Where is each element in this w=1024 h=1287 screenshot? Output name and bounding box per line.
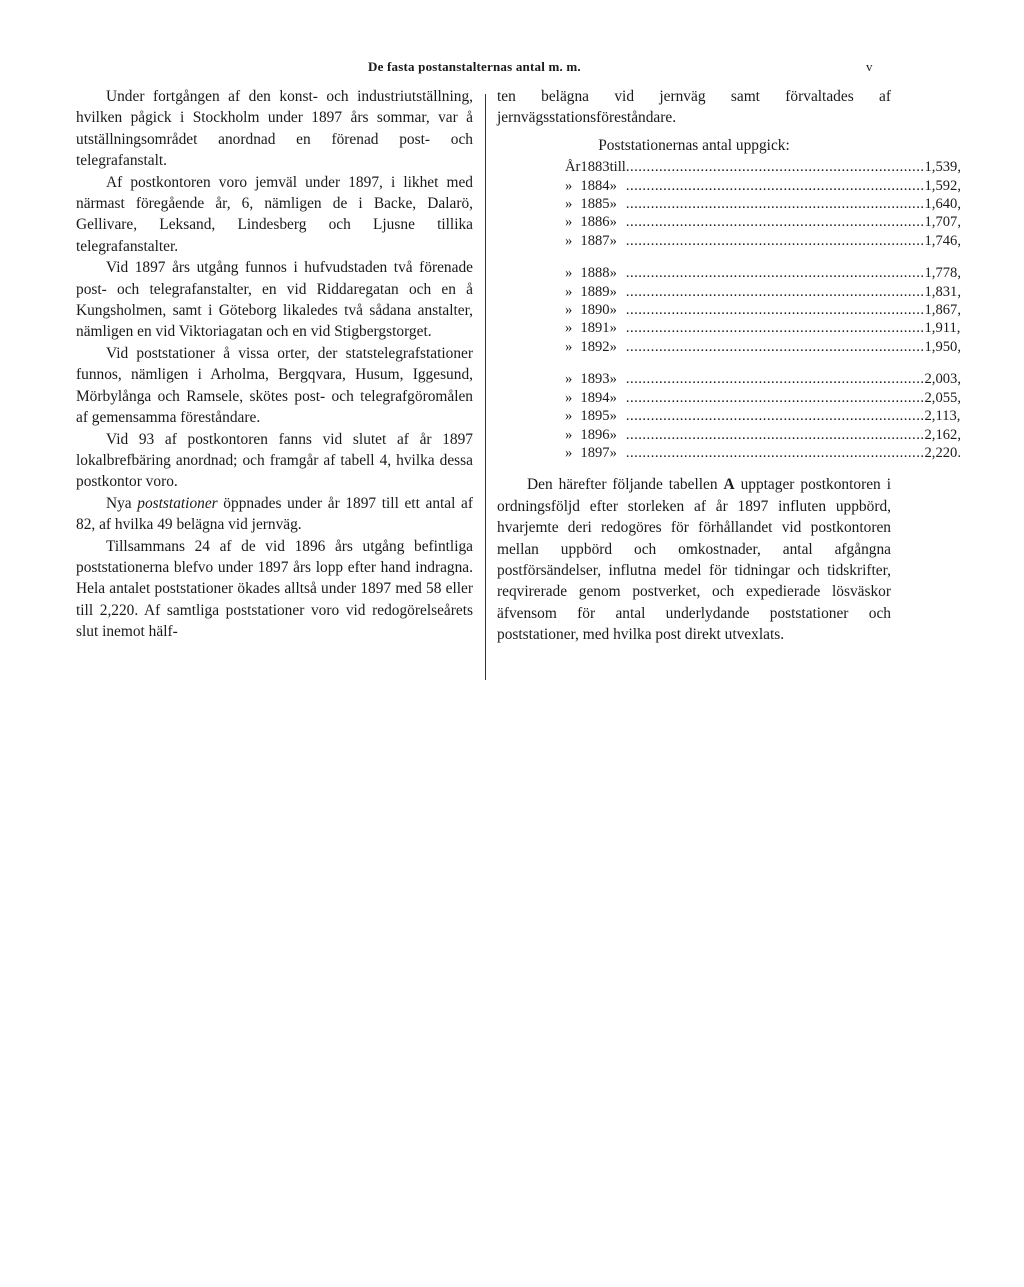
year-cell: 1892 xyxy=(580,338,610,355)
year-suffix: » xyxy=(609,214,617,231)
year-suffix: » xyxy=(609,265,617,282)
year-cell: 1885 xyxy=(580,196,610,213)
table-reference: A xyxy=(723,476,735,494)
paragraph-new-stations: Nya poststationer öppnades under år 1897 till ett antal af 82, af hvilka 49 belägna vid jernväg. xyxy=(76,494,473,534)
paragraph-capital-offices: Vid 1897 års utgång funnos i hufvudstaden två förenade post- och telegrafanstalter, en vid Riddaregatan och en å Kungsholmen, samt i Göteborg likaledes två sådana anstalter, nämligen en vid Viktoriagatan och en vid Stigbergstorget. xyxy=(76,259,473,341)
year-suffix: » xyxy=(609,196,617,213)
value-cell: 1,640, xyxy=(924,196,961,213)
dot-leader: ........................................................................ xyxy=(625,444,925,461)
year-prefix: » xyxy=(565,426,573,443)
value-cell: 2,003, xyxy=(924,371,961,388)
value-cell: 1,539, xyxy=(924,159,961,176)
year-prefix: » xyxy=(565,444,573,461)
year-suffix: » xyxy=(609,302,617,319)
table-row xyxy=(565,370,961,388)
table-row xyxy=(565,283,961,301)
paragraph-closed-stations: Tillsammans 24 af de vid 1896 års utgång befintliga poststationerna blefvo under 1897 års lopp efter hand indragna. Hela antalet poststationer ökades alltså under 1897 med 58 eller till 2,220. Af samtliga poststationer voro vid redogörelseårets slut inemot hälf- xyxy=(76,537,473,641)
dot-leader: ........................................................................ xyxy=(625,389,925,406)
dot-leader: ........................................................................ xyxy=(625,302,925,319)
table-row xyxy=(565,195,961,213)
year-cell: 1897 xyxy=(580,444,610,461)
dot-leader: ........................................................................ xyxy=(625,408,925,425)
value-cell: 1,950, xyxy=(924,338,961,355)
year-prefix: » xyxy=(565,389,573,406)
year-prefix: » xyxy=(565,302,573,319)
year-prefix: » xyxy=(565,338,573,355)
table-row xyxy=(565,338,961,356)
dot-leader: ........................................................................ xyxy=(625,159,925,176)
dot-leader: ........................................................................ xyxy=(625,426,925,443)
year-suffix: » xyxy=(609,426,617,443)
year-prefix: » xyxy=(565,371,573,388)
year-cell: 1887 xyxy=(580,232,610,249)
year-suffix: » xyxy=(609,338,617,355)
table-row xyxy=(565,177,961,195)
table-row xyxy=(565,319,961,337)
paragraph-telegraph-offices: Af postkontoren voro jemväl under 1897, i likhet med närmast föregående år, 6, nämligen de i Backe, Dalarö, Gellivare, Leksand, Lindesberg och Ljusne tillika telegrafanstalter. xyxy=(76,173,473,255)
table-row xyxy=(565,158,961,176)
year-prefix: » xyxy=(565,177,573,194)
year-cell: 1889 xyxy=(580,283,610,300)
value-cell: 1,911, xyxy=(924,320,961,337)
paragraph-local-delivery: Vid 93 af postkontoren fanns vid slutet af år 1897 lokalbrefbäring anordnad; och framgår af tabell 4, hvilka dessa postkontor voro. xyxy=(76,430,473,491)
paragraph-continuation: ten belägna vid jernväg samt förvaltades af jernvägsstationsföreståndare. xyxy=(497,88,891,127)
dot-leader: ........................................................................ xyxy=(625,232,925,249)
table-row xyxy=(565,213,961,231)
value-cell: 1,831, xyxy=(924,283,961,300)
year-cell: 1891 xyxy=(580,320,610,337)
year-cell: 1896 xyxy=(580,426,610,443)
year-prefix: » xyxy=(565,320,573,337)
year-suffix: » xyxy=(609,177,617,194)
column-divider xyxy=(485,94,486,680)
year-suffix: » xyxy=(609,444,617,461)
dot-leader: ........................................................................ xyxy=(625,338,925,355)
left-column xyxy=(76,86,473,643)
year-cell: 1883 xyxy=(580,159,610,176)
year-suffix: till xyxy=(609,159,626,176)
year-cell: 1888 xyxy=(580,265,610,282)
table-row xyxy=(565,426,961,444)
dot-leader: ........................................................................ xyxy=(625,177,925,194)
station-count-table xyxy=(565,158,961,462)
value-cell: 1,778, xyxy=(924,265,961,282)
dot-leader: ........................................................................ xyxy=(625,214,925,231)
year-prefix: » xyxy=(565,232,573,249)
value-cell: 2,162, xyxy=(924,426,961,443)
paragraph-shared-managers: Vid poststationer å vissa orter, der statstelegrafstationer funnos, nämligen i Arholma, Bergqvara, Husum, Iggesund, Mörbylånga och Ramsele, skötes post- och telegrafgöromålen af gemensamma föreståndare. xyxy=(76,344,473,427)
year-cell: 1894 xyxy=(580,389,610,406)
stats-heading: Poststationernas antal uppgick: xyxy=(598,136,790,154)
paragraph-table-a-description: Den härefter följande tabellen A upptager postkontoren i ordningsföljd efter storleken af år 1897 influten uppbörd, hvarjemte deri redogöres för förhållandet vid postkontoren mellan uppbörd och omkostnader, antal afgångna postförsändelser, influtna medel för tidningar och tidskrifter, reqvirerade genom postverket, och expedierade lösväskor äfvensom för antal underlydande poststationer och poststationer, med hvilka post direkt utvexlats. xyxy=(497,476,891,644)
year-suffix: » xyxy=(609,371,617,388)
dot-leader: ........................................................................ xyxy=(625,265,925,282)
year-suffix: » xyxy=(609,232,617,249)
year-prefix: » xyxy=(565,265,573,282)
year-prefix: » xyxy=(565,283,573,300)
dot-leader: ........................................................................ xyxy=(625,196,925,213)
dot-leader: ........................................................................ xyxy=(625,371,925,388)
table-group-gap xyxy=(565,250,961,264)
value-cell: 1,746, xyxy=(924,232,961,249)
value-cell: 2,220. xyxy=(924,444,961,461)
year-cell: 1895 xyxy=(580,408,610,425)
year-prefix: » xyxy=(565,214,573,231)
table-group-gap xyxy=(565,356,961,370)
year-prefix: » xyxy=(565,408,573,425)
year-suffix: » xyxy=(609,408,617,425)
year-cell: 1893 xyxy=(580,371,610,388)
table-row xyxy=(565,407,961,425)
year-prefix: » xyxy=(565,196,573,213)
paragraph-exhibition: Under fortgången af den konst- och industriutställning, hvilken pågick i Stockholm under 1897 års sommar, var å utställningsområdet anordnad en förenad post- och telegrafanstalt. xyxy=(76,88,473,170)
dot-leader: ........................................................................ xyxy=(625,320,925,337)
year-cell: 1886 xyxy=(580,214,610,231)
page-number: v xyxy=(866,59,873,74)
year-suffix: » xyxy=(609,320,617,337)
table-row xyxy=(565,232,961,250)
year-cell: 1884 xyxy=(580,177,610,194)
italic-term: poststationer xyxy=(137,494,218,512)
table-row xyxy=(565,444,961,462)
page-header-title: De fasta postanstalternas antal m. m. xyxy=(368,59,581,74)
value-cell: 2,113, xyxy=(924,408,961,425)
year-prefix: År xyxy=(565,159,581,176)
year-suffix: » xyxy=(609,389,617,406)
table-row xyxy=(565,301,961,319)
year-cell: 1890 xyxy=(580,302,610,319)
value-cell: 2,055, xyxy=(924,389,961,406)
right-column xyxy=(497,86,961,646)
value-cell: 1,867, xyxy=(924,302,961,319)
table-row xyxy=(565,389,961,407)
value-cell: 1,592, xyxy=(924,177,961,194)
year-suffix: » xyxy=(609,283,617,300)
value-cell: 1,707, xyxy=(924,214,961,231)
table-row xyxy=(565,264,961,282)
dot-leader: ........................................................................ xyxy=(625,283,925,300)
